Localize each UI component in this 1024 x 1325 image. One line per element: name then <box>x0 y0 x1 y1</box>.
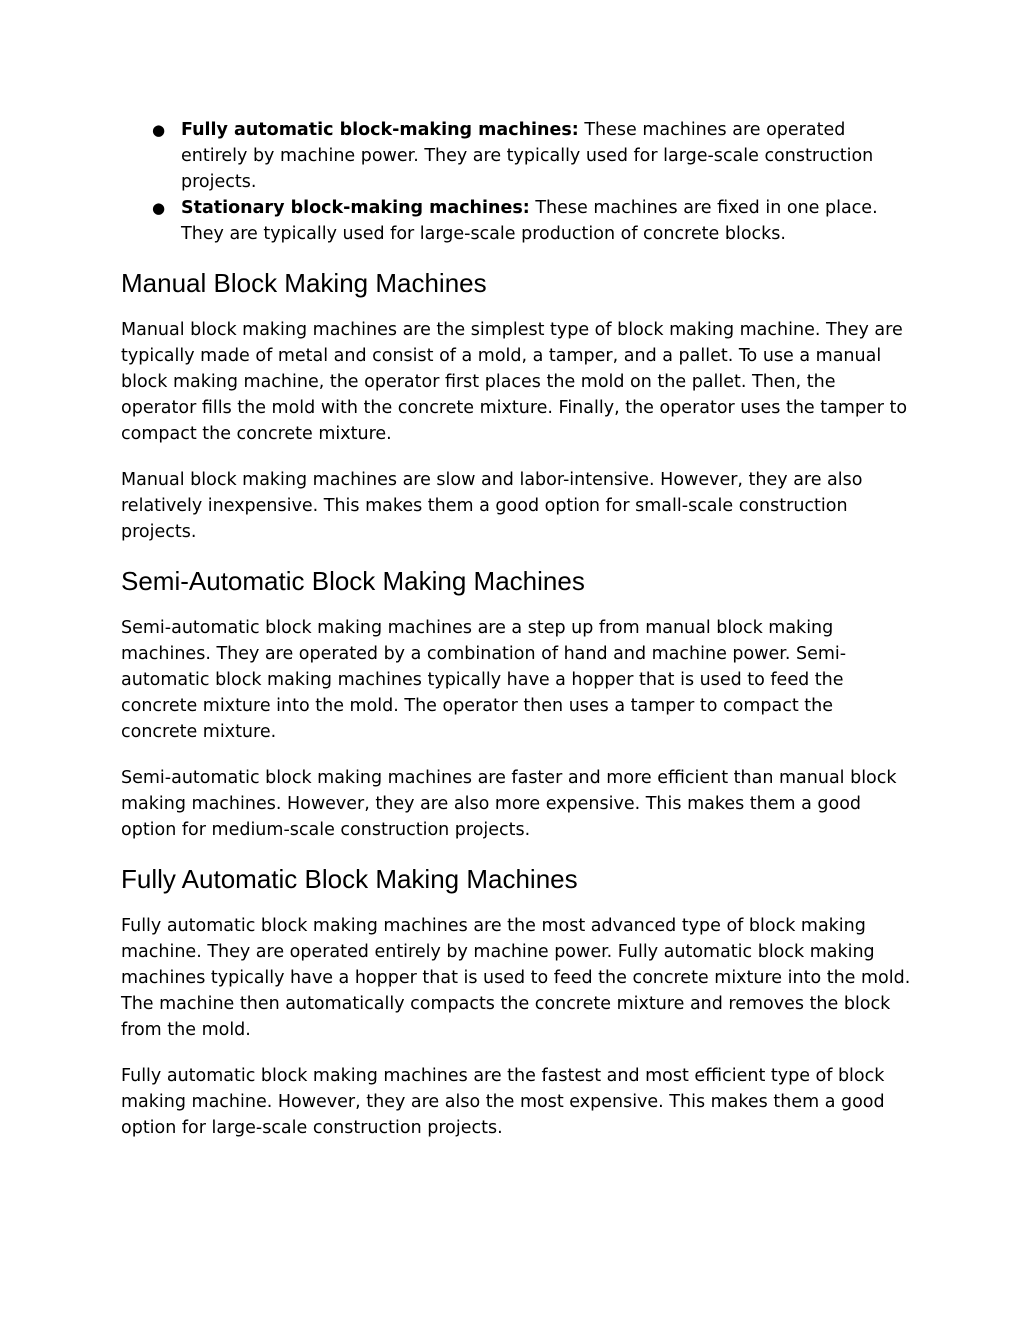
section-paragraph: Semi-automatic block making machines are faster and more efficient than manual block making machines. However, they are also more expensive. This makes them a good option for medium-scale construction projects. <box>121 768 897 840</box>
list-item <box>121 195 911 247</box>
list-item-lead: Fully automatic block-making machines: <box>181 120 579 140</box>
document-page <box>121 117 911 1141</box>
bullet-icon: ● <box>152 121 166 139</box>
section-heading: Fully Automatic Block Making Machines <box>121 864 578 894</box>
list-item <box>121 117 911 195</box>
list-item-text: These machines are operated entirely by machine power. They are typically used for large-scale construction projects. <box>181 120 874 192</box>
list-item-lead: Stationary block-making machines: <box>181 198 530 218</box>
list-item-text: These machines are fixed in one place. They are typically used for large-scale production of concrete blocks. <box>181 198 878 244</box>
section-paragraph: Fully automatic block making machines are the fastest and most efficient type of block making machine. However, they are also the most expensive. This makes them a good option for large-scale construction projects. <box>121 1066 885 1138</box>
section-manual <box>121 267 911 545</box>
section-fully-automatic <box>121 863 911 1141</box>
section-paragraph: Manual block making machines are slow and labor-intensive. However, they are also relatively inexpensive. This makes them a good option for small-scale construction projects. <box>121 470 863 542</box>
bullet-icon: ● <box>152 199 166 217</box>
section-paragraph: Semi-automatic block making machines are a step up from manual block making machines. They are operated by a combination of hand and machine power. Semi-automatic block making machines typically have a hopper that is used to feed the concrete mixture into the mold. The operator then uses a tamper to compact the concrete mixture. <box>121 618 847 742</box>
section-heading: Semi-Automatic Block Making Machines <box>121 566 585 596</box>
section-semi-automatic <box>121 565 911 843</box>
machine-type-list <box>121 117 911 247</box>
section-heading: Manual Block Making Machines <box>121 268 487 298</box>
section-paragraph: Fully automatic block making machines are the most advanced type of block making machine. They are operated entirely by machine power. Fully automatic block making machines typically have a hopper that is used to feed the concrete mixture into the mold. The machine then automatically compacts the concrete mixture and removes the block from the mold. <box>121 916 911 1040</box>
section-paragraph: Manual block making machines are the simplest type of block making machine. They are typically made of metal and consist of a mold, a tamper, and a pallet. To use a manual block making machine, the operator first places the mold on the pallet. Then, the operator fills the mold with the concrete mixture. Finally, the operator uses the tamper to compact the concrete mixture. <box>121 320 908 444</box>
